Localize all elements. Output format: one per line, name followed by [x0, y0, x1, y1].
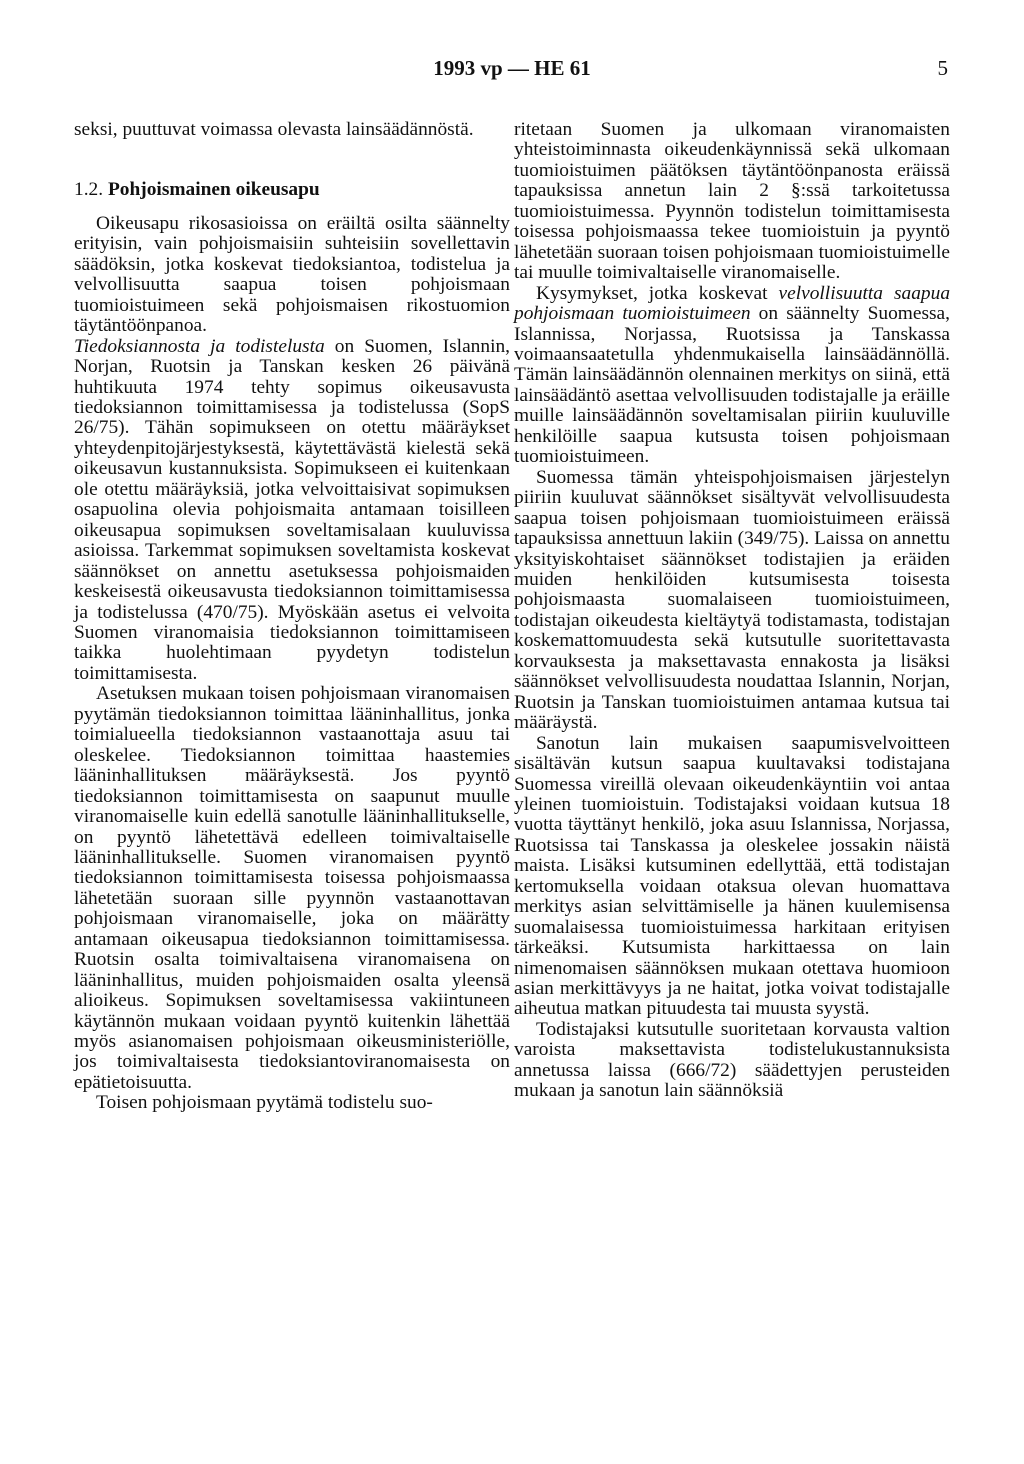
paragraph-text: Kysymykset, jotka koskevat	[536, 282, 779, 304]
paragraph-text: on Suomen, Islannin, Norjan, Ruotsin ja Tanskan kesken 26 päivänä huhtikuuta 1974 tehty sopimus oikeusavusta tiedoksiannon toimittamisessa ja todistelussa (SopS 26/75). Tähän sopimukseen on otettu määräykset yhteydenpitojärjestyksestä, käytettävästä kielestä sekä oikeusavun kustannuksista. Sopimukseen ei kuitenkaan ole otettu määräyksiä, jotka velvoittaisivat sopimuksen osapuolina olevia pohjoismaita antamaan toisilleen oikeusapua sopimuksen soveltamisalaan kuuluvissa asioissa. Tarkemmat sopimuksen soveltamista koskevat säännökset on annettu asetuksessa pohjoismaiden keskeisestä oikeusavusta tiedoksiannon toimittamisessa ja todistelussa (470/75). Myöskään asetus ei velvoita Suomen viranomaisia tiedoksiannon toimittamiseen taikka huolehtimaan pyydetyn todistelun toimittamisesta.	[74, 335, 510, 684]
paragraph: Sanotun lain mukaisen saapumisvelvoitteen sisältävän kutsun saapua kuultavaksi todistajana Suomessa vireillä olevaan oikeudenkäyntiin voi antaa yleinen tuomioistuin. Todistajaksi voidaan kutsua 18 vuotta täyttänyt henkilö, joka asuu Islannissa, Norjassa, Ruotsissa tai Tanskassa ja oleskelee jossakin näistä maista. Lisäksi kutsuminen edellyttää, että todistajan kertomuksella voidaan otaksua olevan huomattava merkitys asian selvittämiselle ja hänen kuulemisensa suomalaisessa tuomioistuimessa harkitaan erityisen tärkeäksi. Kutsumista harkittaessa on lain nimenomaisen säännöksen mukaan otettava huomioon asian merkittävyys ja ne haitat, jotka voivat todistajalle aiheutua matkan pituudesta tai muusta syystä.	[514, 732, 950, 1020]
paragraph-continuation: seksi, puuttuvat voimassa olevasta lainsäädännöstä.	[74, 119, 474, 140]
left-column	[74, 120, 510, 1114]
paragraph-continuation: ritetaan Suomen ja ulkomaan viranomaisten yhteistoiminnasta oikeudenkäynnissä sekä ulkomaan tuomioistuimen päätöksen täytäntöönpanosta eräissä tapauksissa annetun lain 2 §:ssä tarkoitetussa tuomioistuimessa. Pyynnön todistelun toimittamisesta toisessa pohjoismaassa tekee tuomioistuin ja pyyntö lähetetään suoraan toisen pohjoismaan tuomioistuimelle tai muulle toimivaltaiselle viranomaiselle.	[514, 119, 950, 284]
paragraph: Oikeusapu rikosasioissa on eräiltä osilta säännelty erityisin, vain pohjoismaisiin suhteisiin sovellettavin säädöksin, jotka koskevat tiedoksiantoa, todistelua ja velvollisuutta saapua toisen pohjoismaan tuomioistuimeen sekä pohjoismaisen rikostuomion täytäntöönpanoa.	[74, 212, 510, 337]
paragraph: Toisen pohjoismaan pyytämä todistelu suo-	[96, 1092, 433, 1114]
paragraph-text: on säännelty Suomessa, Islannissa, Norjassa, Ruotsissa ja Tanskassa voimaansaatetulla yhdenmukaisella lainsäädännöllä. Tämän lainsäädännön olennainen merkitys on siinä, että lainsäädäntö asettaa velvollisuuden todistajalle ja eräille muille lainsäädännön soveltamisalan piiriin kuuluville henkilöille saapua kutsusta toisen pohjoismaan tuomioistuimeen.	[514, 303, 951, 468]
running-header	[0, 56, 1024, 86]
right-column	[514, 120, 950, 1102]
paragraph	[514, 284, 950, 468]
section-heading	[74, 180, 510, 200]
paragraph	[74, 337, 510, 685]
section-title: Pohjoismainen oikeusapu	[107, 179, 320, 201]
header-title: 1993 vp — HE 61	[433, 56, 591, 80]
paragraph: Todistajaksi kutsutulle suoritetaan korvausta valtion varoista maksettavista todistelukustannuksista annetussa laissa (666/72) säädettyjen perusteiden mukaan ja sanotun lain säännöksiä	[514, 1018, 950, 1102]
italic-term: velvollisuutta saapua pohjoismaan tuomioistuimeen	[514, 282, 951, 325]
paragraph: Suomessa tämän yhteispohjoismaisen järjestelyn piiriin kuuluvat säännökset sisältyvät velvollisuudesta saapua toisen pohjoismaan tuomioistuimeen eräissä tapauksissa annettuun lakiin (349/75). Laissa on annettu yksityiskohtaiset säännökset todistajien ja eräiden muiden henkilöiden kutsumisesta toisesta pohjoismaasta suomalaiseen tuomioistuimeen, todistajan oikeudesta kieltäytyä todistamasta, todistajan koskemattomuudesta sekä kutsutulle suoritettavasta korvauksesta ja maksettavasta ennakosta ja lisäksi säännökset velvollisuudesta noudattaa Islannin, Norjan, Ruotsin ja Tanskan tuomioistuimen antamaa kutsua tai määräystä.	[514, 466, 950, 734]
paragraph: Asetuksen mukaan toisen pohjoismaan viranomaisen pyytämän tiedoksiannon toimittaa lääninhallitus, jonka toimialueella tiedoksiannon vastaanottaja asuu tai oleskelee. Tiedoksiannon toimittaa haastemies lääninhallituksen määräyksestä. Jos pyyntö tiedoksiannon toimittamisesta on saapunut muulle viranomaiselle kuin edellä sanotulle lääninhallitukselle, on pyyntö lähetettävä edelleen toimivaltaiselle lääninhallitukselle. Suomen viranomaisen pyyntö tiedoksiannon toimittamisesta toisessa pohjoismaassa lähetetään suoraan sille pyynnön vastaanottavan pohjoismaan viranomaiselle, joka on määrätty antamaan oikeusapua tiedoksiannon toimittamisessa. Ruotsin osalta toimivaltaisena viranomaisena on lääninhallitus, muiden pohjoismaiden osalta yleensä alioikeus. Sopimuksen soveltamisessa vakiintuneen käytännön mukaan voidaan pyyntö kuitenkin lähettää myös asianomaisen pohjoismaan oikeusministeriölle, jos toimivaltaisesta tiedoksiantoviranomaisesta on epätietoisuutta.	[74, 683, 510, 1093]
section-number: 1.2.	[74, 179, 104, 201]
page-number: 5	[937, 56, 948, 80]
italic-term: Tiedoksiannosta ja todistelusta	[74, 335, 325, 357]
